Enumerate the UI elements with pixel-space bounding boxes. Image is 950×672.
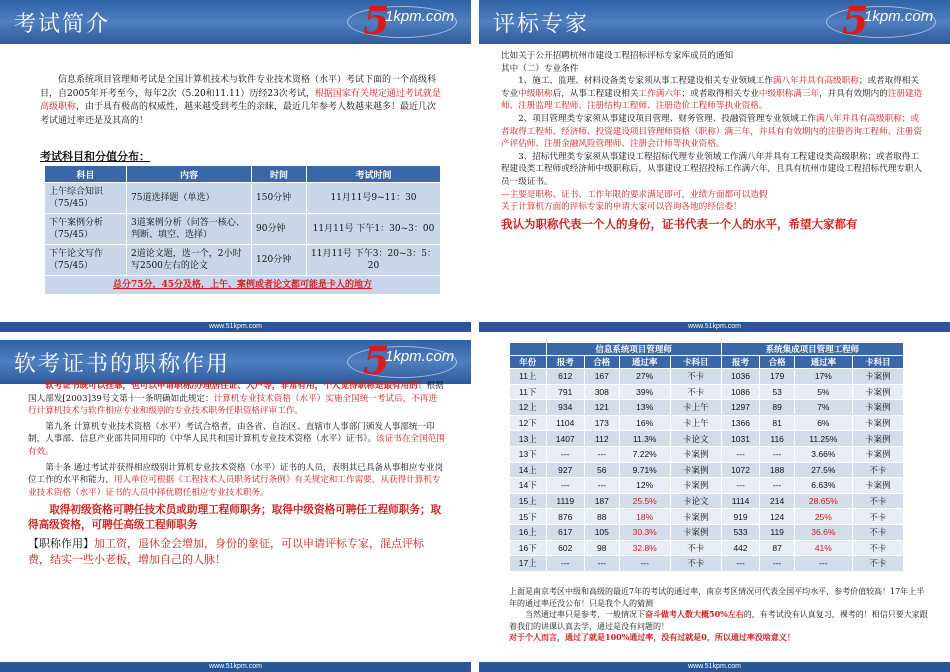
slide-title: 考试简介 [14, 12, 111, 37]
cell: 12下 [510, 415, 547, 431]
text-highlight: 中级职称 [518, 88, 553, 99]
qualification-statement: 取得初级资格可聘任技术员或助理工程师职务；取得中级资格可聘任工程师职务；取得高级资格，可聘任高级工程师职务 [28, 504, 442, 532]
cell: 36.6% [795, 524, 853, 540]
cell: 120分钟 [252, 245, 307, 276]
logo-text: 1kpm.com [385, 8, 455, 25]
cell: 15下 [510, 509, 547, 525]
cell: 105 [584, 524, 619, 540]
text: 第九条 计算机专业技术资格（水平）考试合格者，由各省、自治区、直辖市人事部门颁发人事部统一印制，人事部、信息产业部共同用印的《中华人民共和国计算机专业技术资格（水平）证书》。 [28, 421, 435, 445]
paragraph-2 [28, 421, 445, 459]
cell: 上午综合知识（75/45） [45, 183, 127, 214]
cell: 11.3% [619, 431, 670, 447]
table-row [510, 400, 904, 416]
cell: 13下 [510, 446, 547, 462]
cell: 927 [546, 462, 584, 478]
slide-bid-expert [479, 0, 950, 332]
cell: 75道选择题（单选） [127, 183, 252, 214]
cell: 卡案例 [852, 384, 903, 400]
cell: 32.8% [619, 540, 670, 556]
cell: 25.5% [619, 493, 670, 509]
cell: 1407 [546, 431, 584, 447]
group-header: 信息系统项目管理师 [546, 343, 721, 356]
cell: 卡案例 [670, 446, 721, 462]
cell: 533 [721, 524, 759, 540]
cell: 28.65% [795, 493, 853, 509]
pass-rate-table [509, 342, 904, 572]
col-header: 时间 [252, 166, 307, 183]
logo-mark: 5 [363, 0, 390, 43]
cell: 14下 [510, 478, 547, 494]
cell: 116 [760, 431, 795, 447]
cell: 1036 [721, 369, 759, 385]
cell: 卡上午 [670, 415, 721, 431]
slide-header [479, 0, 950, 44]
cell: 1119 [546, 493, 584, 509]
cell: 1297 [721, 400, 759, 416]
cell: 876 [546, 509, 584, 525]
intro-text-c: ，由于具有极高的权威性，越来越受到考生的亲睐，最近几年参考人数越来越多！最近几次考试通过率还是及其高的！ [40, 102, 437, 126]
slide-pass-rates [479, 340, 950, 672]
cell: 卡案例 [852, 478, 903, 494]
cell: 卡案例 [670, 524, 721, 540]
text-highlight: 工作满六年 [638, 88, 682, 99]
cell: 1114 [721, 493, 759, 509]
col-header: 报考 [546, 356, 584, 369]
cell: --- [721, 446, 759, 462]
cell: 90分钟 [252, 214, 307, 245]
cell: 不卡 [670, 384, 721, 400]
cell: 7% [795, 400, 853, 416]
cell: 1086 [721, 384, 759, 400]
exam-table [44, 165, 441, 295]
table-row [45, 214, 441, 245]
col-header: 卡科目 [852, 356, 903, 369]
condition-item-1 [501, 75, 926, 113]
cell: 16上 [510, 524, 547, 540]
cell: 5% [795, 384, 853, 400]
table-row [510, 540, 904, 556]
text-highlight: 用人单位可根据《工程技术人员职务试行条例》有关规定和工作需要，从获得计算机专业技术资格（水平）证书的人员中择优聘任相应专业技术职务。 [28, 475, 441, 498]
cell: 16下 [510, 540, 547, 556]
col-header: 内容 [127, 166, 252, 183]
cell: 15上 [510, 493, 547, 509]
cell: 卡案例 [852, 400, 903, 416]
cell: 442 [721, 540, 759, 556]
slide-footer: www.51kpm.com [479, 322, 950, 332]
slide-header [0, 0, 471, 44]
table-row [510, 556, 904, 572]
cell: 卡论文 [670, 493, 721, 509]
cell: 150分钟 [252, 183, 307, 214]
cell: --- [546, 478, 584, 494]
cell: 不卡 [852, 540, 903, 556]
cell: 12% [619, 478, 670, 494]
text: 当然通过率只是参考，一般情况下 [525, 610, 645, 619]
cell: --- [619, 556, 670, 572]
cell: 1104 [546, 415, 584, 431]
cell: 不卡 [852, 462, 903, 478]
condition-item-2 [501, 113, 926, 151]
intro-text-a: 信息系统项目管理师考试是全国计算机技术与软件专业技术资格（水平）考试下面的一个高级科目，自2005年开考至今，每年2次（5.20和11.11）历经23次考试， [40, 75, 437, 99]
text: ，并具有效期内的 [819, 88, 888, 99]
table-note: 总分75分，45分及格，上午、案例或者论文都可能是卡人的地方 [45, 276, 441, 295]
brand-logo [345, 2, 463, 42]
text: 后，从事工程建设相关 [552, 88, 639, 99]
cell: 卡案例 [670, 478, 721, 494]
text: 的，有考试没有认真复习，裸考的！相信只要大家跟着我们的讲课认真去学，通过是没有问题的！ [509, 610, 928, 631]
note-2 [509, 609, 928, 632]
cell: 6.63% [795, 478, 853, 494]
col-header: 通过率 [619, 356, 670, 369]
notice-line: 比如关于公开招聘杭州市建设工程招标评标专家库成员的通知 [501, 51, 734, 61]
cell: 11.25% [795, 431, 853, 447]
cell: 不卡 [670, 369, 721, 385]
text-highlight: 注册建造师、注册监理工程师、注册结构工程师、注册造价工程师等执业资格。 [501, 88, 923, 112]
slide-footer: www.51kpm.com [0, 662, 471, 672]
cell: 89 [760, 400, 795, 416]
cell: 56 [584, 462, 619, 478]
text-highlight: 中级职称满三年 [758, 88, 820, 99]
cell: 53 [760, 384, 795, 400]
table-row [510, 509, 904, 525]
cell: 不卡 [852, 493, 903, 509]
text-highlight: 加工资，退休金会增加，身份的象征，可以申请评标专家，混点评标费，结实一些小老板，增加自己的人脉！ [28, 537, 424, 567]
section-subtitle: 考试科目和分值分布： [40, 150, 150, 163]
cell: 919 [721, 509, 759, 525]
cell: 81 [760, 415, 795, 431]
col-header: 科目 [45, 166, 127, 183]
brand-logo [824, 2, 942, 42]
slide-exam-intro [0, 0, 471, 332]
cell: 7.22% [619, 446, 670, 462]
col-header: 考试时间 [307, 166, 441, 183]
table-row [510, 493, 904, 509]
col-header: 合格 [760, 356, 795, 369]
table-row [510, 462, 904, 478]
table-note-row [45, 276, 441, 295]
cell: 188 [760, 462, 795, 478]
cell: 179 [760, 369, 795, 385]
cell: 卡论文 [670, 431, 721, 447]
cell: --- [795, 556, 853, 572]
cell: 13% [619, 400, 670, 416]
col-header: 报考 [721, 356, 759, 369]
cell: 16% [619, 415, 670, 431]
table-row [510, 446, 904, 462]
logo-text: 1kpm.com [385, 348, 455, 365]
cell: 11上 [510, 369, 547, 385]
col-header: 年份 [510, 356, 547, 369]
cell: 1031 [721, 431, 759, 447]
cell: --- [721, 478, 759, 494]
paragraph-3 [28, 462, 445, 500]
cell: 167 [584, 369, 619, 385]
cell: 112 [584, 431, 619, 447]
cell: 6% [795, 415, 853, 431]
table-row [510, 384, 904, 400]
cell: 12上 [510, 400, 547, 416]
cell: 9.71% [619, 462, 670, 478]
cell: 612 [546, 369, 584, 385]
opinion-statement: 我认为职称代表一个人的身份，证书代表一个人的水平，希望大家都有 [501, 216, 858, 231]
text: 【职称作用】 [28, 537, 94, 551]
condition-item-3: 3、招标代理类专家须从事建设工程招标代理专业领域工作满八年并具有工程建设类高级职称；或者取得工程建设类工程师或经济师中级职称后，从事建设工程招投标工作满六年，且具有杭州市建设工程招标代理专职人员一级证书。 [501, 151, 923, 187]
cell: 17% [795, 369, 853, 385]
cell: 下午论文写作（75/45） [45, 245, 127, 276]
table-header [45, 166, 441, 183]
col-header: 通过率 [795, 356, 853, 369]
text: 2、项目管理类专家须从事建设项目管理、财务管理、投融资管理专业领域工作 [518, 113, 816, 124]
cell: 121 [584, 400, 619, 416]
text: 根据国人部发[2003]39号文第十一条明确如此规定： [28, 381, 444, 404]
cell: --- [721, 556, 759, 572]
cell: 卡案例 [670, 462, 721, 478]
cell: 214 [760, 493, 795, 509]
cell: --- [584, 478, 619, 494]
cell: 3.66% [795, 446, 853, 462]
slide-header [0, 340, 471, 384]
cell: 3道案例分析（问答一核心、判断、填空、选择） [127, 214, 252, 245]
cell: --- [760, 446, 795, 462]
expert-content [501, 50, 926, 233]
cell: 602 [546, 540, 584, 556]
cell: --- [584, 556, 619, 572]
cell: 617 [546, 524, 584, 540]
text: ；或者取得相关专业 [681, 88, 759, 99]
logo-text: 1kpm.com [864, 8, 934, 25]
table-row [510, 431, 904, 447]
cell: 卡案例 [852, 446, 903, 462]
cell: 27.5% [795, 462, 853, 478]
text-highlight: 奋斗做考人数大概50%左右 [645, 609, 744, 619]
cell: 不卡 [852, 556, 903, 572]
group-header-row [510, 343, 904, 356]
cell: 187 [584, 493, 619, 509]
intro-paragraph [40, 74, 441, 128]
pass-rate-notes [509, 586, 928, 644]
cell: 卡上午 [670, 400, 721, 416]
text: 1、施工、监理、材料设备类专家须从事工程建设相关专业领域工作 [518, 76, 773, 87]
cell: --- [546, 556, 584, 572]
cell: 18% [619, 509, 670, 525]
cell: 119 [760, 524, 795, 540]
text-highlight: 该证书在全国范围有效。 [28, 434, 445, 457]
col-header: 卡科目 [670, 356, 721, 369]
brand-logo [345, 342, 463, 382]
note-1: 上面是南京考区中级和高级的最近7年的考试的通过率，南京考区情况可代表全国平均水平，参考价值较高！17年上半年的通过率还没公布！只是我个人的猜测 [509, 587, 925, 608]
condition-heading: 其中（二）专业条件 [501, 63, 579, 74]
cell: 不卡 [852, 524, 903, 540]
group-header [510, 343, 547, 356]
cell: 30.3% [619, 524, 670, 540]
slide-footer: www.51kpm.com [0, 322, 471, 332]
slide-footer: www.51kpm.com [479, 662, 950, 672]
function-statement [28, 536, 445, 568]
cell: 13上 [510, 431, 547, 447]
table-row [510, 478, 904, 494]
text-highlight: 满八年并具有高级职称 [772, 76, 859, 87]
slide-title: 软考证书的职称作用 [14, 352, 231, 377]
cell: 下午案例分析（75/45） [45, 214, 127, 245]
table-row [510, 524, 904, 540]
cell: 41% [795, 540, 853, 556]
table-row [45, 245, 441, 276]
note-3: 对于个人而言，通过了就是100%通过率，没有过就是0，所以通过率没啥意义！ [509, 632, 795, 642]
cell: 87 [760, 540, 795, 556]
cell: 17上 [510, 556, 547, 572]
slide-certificate-title [0, 340, 471, 672]
cell: 934 [546, 400, 584, 416]
text: ；或者取得相关专业 [501, 76, 920, 99]
cell: 173 [584, 415, 619, 431]
intro-text-highlight: 根据国家有关规定通过考试就是高级职称 [40, 88, 441, 112]
cell: 1366 [721, 415, 759, 431]
column-header-row [510, 356, 904, 369]
cell: 卡案例 [852, 431, 903, 447]
cell: --- [760, 478, 795, 494]
cell: 88 [584, 509, 619, 525]
remark-line-1: —主要是职称、证书、工作年限的要求满足即可，业绩方面都可以造假 [501, 189, 768, 200]
table-row [510, 415, 904, 431]
cell: 不卡 [852, 509, 903, 525]
text: 第十条 通过考试并获得相应级别计算机专业技术资格（水平）证书的人员，表明其已具备从事相应专业岗位工作的水平和能力， [28, 462, 444, 486]
table-row [510, 369, 904, 385]
cell: --- [584, 446, 619, 462]
remark-line-2: 关于计算机方面的评标专家的申请大家可以咨询各地的经信委！ [501, 202, 742, 213]
slide-title: 评标专家 [493, 12, 590, 37]
cell: 308 [584, 384, 619, 400]
cell: 11月11号 下午1：30~3：00 [307, 214, 441, 245]
group-header: 系统集成项目管理工程师 [721, 343, 903, 356]
logo-mark: 5 [842, 0, 869, 43]
cell: 2道论文题，选一个，2小时写2500左右的论文 [127, 245, 252, 276]
col-header: 合格 [584, 356, 619, 369]
cell: 124 [760, 509, 795, 525]
cell: 14上 [510, 462, 547, 478]
text-highlight: 软考证书既可以挂靠，也可以申请职称/办理居住证、入户等，非常有用，个人觉得职称是最有用的！ [45, 381, 427, 391]
cell: 卡案例 [852, 415, 903, 431]
cell: 不卡 [670, 556, 721, 572]
logo-mark: 5 [363, 340, 390, 383]
cell: 791 [546, 384, 584, 400]
cell: --- [760, 556, 795, 572]
paragraph-1 [28, 380, 445, 418]
cell: 卡案例 [852, 369, 903, 385]
table-row [45, 183, 441, 214]
cell: 不卡 [670, 540, 721, 556]
cell: 1072 [721, 462, 759, 478]
cell: 卡案例 [670, 509, 721, 525]
certificate-content [28, 380, 445, 568]
cell: --- [546, 446, 584, 462]
text-highlight: 满八年并具有高级职称；或者取得工程师、经济师、投资建设项目管理师资格（职称）满三年，并具有有效期内的注册咨询工程师、注册资产评估师、注册金融风险管理师、注册会计师等执业资格。 [501, 113, 923, 150]
cell: 98 [584, 540, 619, 556]
cell: 39% [619, 384, 670, 400]
text-highlight: 计算机专业技术资格（水平）实施全国统一考试后，不再进行计算机技术与软件相应专业和级别的专业技术职务任职资格评审工作。 [28, 393, 438, 417]
cell: 27% [619, 369, 670, 385]
cell: 11月11号9~11：30 [307, 183, 441, 214]
cell: 11下 [510, 384, 547, 400]
cell: 25% [795, 509, 853, 525]
cell: 11月11号 下午3：20~3：5：20 [307, 245, 441, 276]
